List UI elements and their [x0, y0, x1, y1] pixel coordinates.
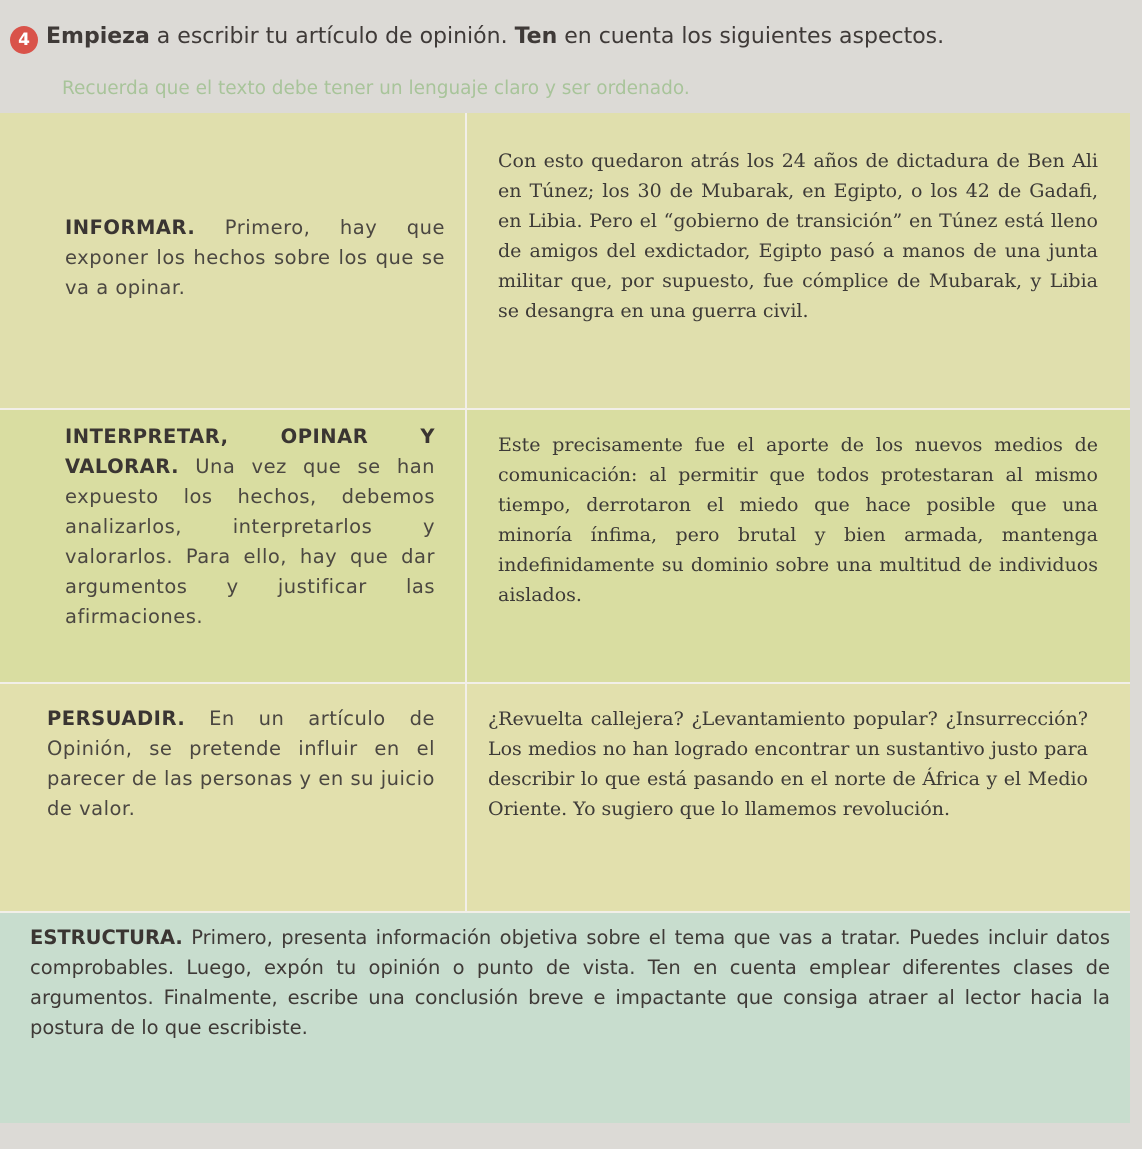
example-text: ¿Revuelta callejera? ¿Levantamiento popular? ¿Insurrección? Los medios no han logrado encontrar un sustantivo justo para describir lo que está pasando en el norte de África y el Medio Oriente. Yo sugiero que lo llamemos revolución.: [488, 708, 1088, 820]
instruction-label: PERSUADIR.: [47, 707, 186, 730]
activity-number-badge: 4: [10, 26, 38, 54]
title-bold-verb: Empieza: [46, 24, 150, 49]
structure-label: ESTRUCTURA.: [30, 926, 183, 949]
instruction-text: [65, 422, 435, 632]
table-row-estructura: [0, 913, 1130, 1123]
instruction-body: Primero, hay que exponer los hechos sobre los que se va a opinar.: [65, 216, 445, 299]
instruction-cell: [0, 113, 467, 408]
title-text-2: en cuenta los siguientes aspectos.: [557, 24, 945, 49]
example-text: Con esto quedaron atrás los 24 años de dictadura de Ben Ali en Túnez; los 30 de Mubarak, en Egipto, o los 42 de Gadafi, en Libia. Pero el “gobierno de transición” en Túnez está lleno de amigos del exdictador, Egipto pasó a manos de una junta militar que, por supuesto, fue cómplice de Mubarak, y Libia se desangra en una guerra civil.: [498, 150, 1098, 322]
title-bold-verb-2: Ten: [514, 24, 558, 49]
example-text: Este precisamente fue el aporte de los nuevos medios de comunicación: al permitir que todos protestaran al mismo tiempo, derrotaron el miedo que hace posible que una minoría ínfima, pero brutal y bien armada, mantenga indefinidamente su dominio sobre una multitud de individuos aislados.: [498, 434, 1098, 606]
instruction-cell: [0, 410, 467, 682]
guidance-table: [0, 113, 1130, 1123]
instruction-body: Una vez que se han expuesto los hechos, debemos analizarlos, interpretarlos y valorarlos. Para ello, hay que dar argumentos y justificar las afirmaciones.: [65, 455, 435, 628]
structure-text: [30, 923, 1110, 1043]
table-row-interpretar: [0, 410, 1130, 684]
table-row-informar: [0, 113, 1130, 410]
table-row-persuadir: [0, 684, 1130, 913]
instruction-text: [47, 704, 435, 824]
instruction-label: INTERPRETAR, OPINAR Y VALORAR.: [65, 425, 435, 478]
activity-subtitle: Recuerda que el texto debe tener un lenguaje claro y ser ordenado.: [62, 78, 690, 99]
instruction-label: INFORMAR.: [65, 216, 196, 239]
instruction-text: [65, 213, 445, 303]
instruction-body: En un artículo de Opinión, se pretende influir en el parecer de las personas y en su juicio de valor.: [47, 707, 435, 820]
instruction-cell: [0, 684, 467, 911]
title-text: a escribir tu artículo de opinión.: [149, 24, 515, 49]
activity-title: [46, 24, 944, 49]
structure-body: Primero, presenta información objetiva sobre el tema que vas a tratar. Puedes incluir datos comprobables. Luego, expón tu opinión o punto de vista. Ten en cuenta emplear diferentes clases de argumentos. Finalmente, escribe una conclusión breve e impactante que consiga atraer al lector hacia la postura de lo que escribiste.: [30, 926, 1110, 1039]
